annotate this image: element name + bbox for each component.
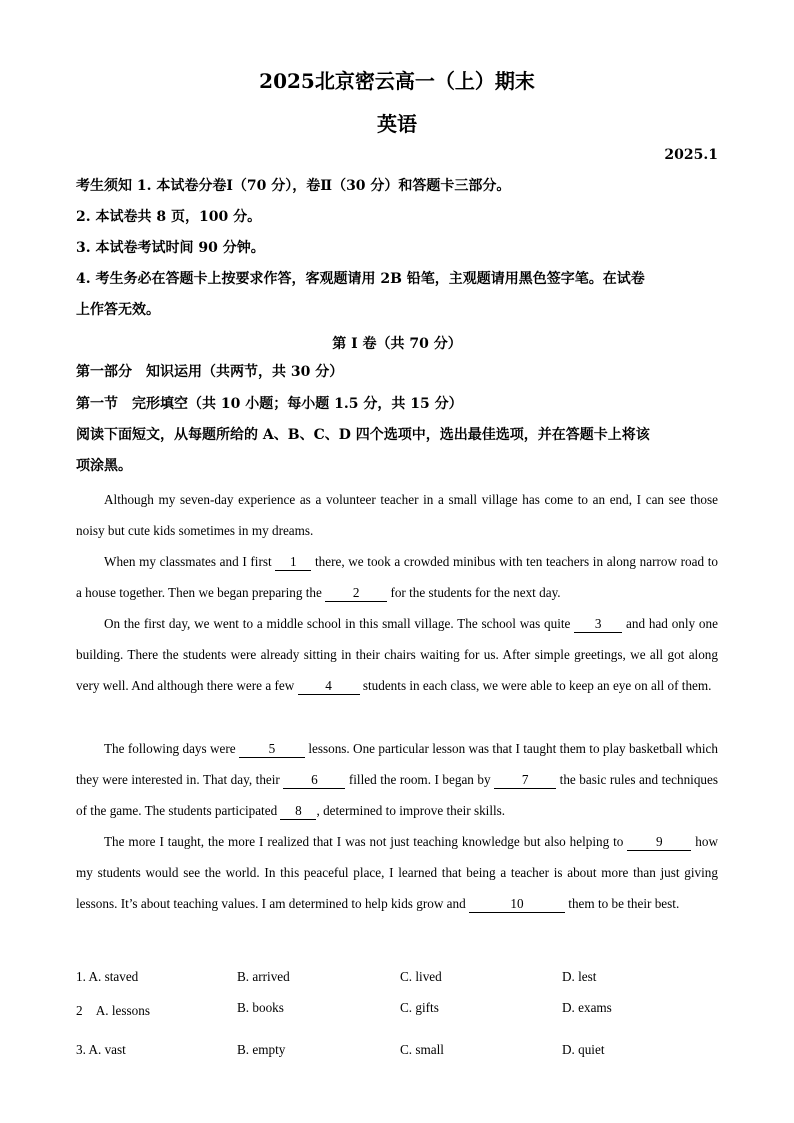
passage-paragraph-5: The more I taught, the more I realized that I was not just teaching knowledge but also helping to 9 how my students would see the world. In this peaceful place, I learned that being a teacher is about more than just giving lessons. It’s about teaching values. I am determined to help kids grow and 10 them to be their best. xyxy=(76,834,718,911)
notice-line-2: 2. 本试卷共 8 页，100 分。 xyxy=(76,209,262,225)
passage-paragraph-1: Although my seven-day experience as a volunteer teacher in a small village has come to an end, I can see those noisy but cute kids sometimes in my dreams. xyxy=(76,492,718,538)
blank-3: 3 xyxy=(574,616,622,633)
volume-heading: 第 I 卷（共 70 分） xyxy=(332,336,462,352)
blank-5: 5 xyxy=(239,741,305,758)
option-1-c: C. lived xyxy=(400,969,442,984)
blank-8: 8 xyxy=(280,803,316,820)
blank-7: 7 xyxy=(494,772,556,789)
blank-9: 9 xyxy=(627,834,691,851)
subsection-heading: 第一节 完形填空（共 10 小题；每小题 1.5 分，共 15 分） xyxy=(76,396,463,412)
subject-title: 英语 xyxy=(377,112,417,136)
notice-line-1: 考生须知 1. 本试卷分卷Ⅰ（70 分），卷Ⅱ（30 分）和答题卡三部分。 xyxy=(76,178,511,194)
option-1-b: B. arrived xyxy=(237,969,290,984)
option-1-d: D. lest xyxy=(562,969,597,984)
blank-6: 6 xyxy=(283,772,345,789)
option-3-c: C. small xyxy=(400,1042,444,1057)
notice-line-4: 4. 考生务必在答题卡上按要求作答，客观题请用 2B 铅笔，主观题请用黑色签字笔。在试卷 xyxy=(76,271,645,287)
instruction-line-2: 项涂黑。 xyxy=(76,458,132,474)
instruction-line-1: 阅读下面短文，从每题所给的 A、B、C、D 四个选项中，选出最佳选项，并在答题卡上将该 xyxy=(76,427,650,443)
notice-line-3: 3. 本试卷考试时间 90 分钟。 xyxy=(76,240,265,256)
option-2-a: 2 A. lessons xyxy=(76,1003,150,1018)
passage-paragraph-3: On the first day, we went to a middle school in this small village. The school was quite 3 and had only one building. There the students were already sitting in their chairs waiting for us. After simple greetings, we all got along very well. And although there were a few 4 students in each class, we were able to keep an eye on all of them. xyxy=(76,616,718,693)
notice-line-5: 上作答无效。 xyxy=(76,302,160,318)
option-3-d: D. quiet xyxy=(562,1042,605,1057)
exam-title: 2025北京密云高一（上）期末 xyxy=(259,69,535,93)
option-2-b: B. books xyxy=(237,1000,284,1015)
option-2-c: C. gifts xyxy=(400,1000,439,1015)
option-3-a: 3. A. vast xyxy=(76,1042,126,1057)
option-2-d: D. exams xyxy=(562,1000,612,1015)
exam-date: 2025.1 xyxy=(664,147,718,163)
option-3-b: B. empty xyxy=(237,1042,286,1057)
passage-paragraph-2: When my classmates and I first 1 there, we took a crowded minibus with ten teachers in along narrow road to a house together. Then we began preparing the 2 for the students for the next day. xyxy=(76,554,718,600)
blank-10: 10 xyxy=(469,896,565,913)
blank-1: 1 xyxy=(275,554,311,571)
blank-2: 2 xyxy=(325,585,387,602)
blank-4: 4 xyxy=(298,678,360,695)
passage-paragraph-4: The following days were 5 lessons. One particular lesson was that I taught them to play basketball which they were interested in. That day, their 6 filled the room. I began by 7 the basic rules and techniques of the game. The students participated 8 , determined to improve their skills. xyxy=(76,741,719,818)
option-1-a: 1. A. staved xyxy=(76,969,139,984)
part-heading: 第一部分 知识运用（共两节，共 30 分） xyxy=(76,364,344,380)
